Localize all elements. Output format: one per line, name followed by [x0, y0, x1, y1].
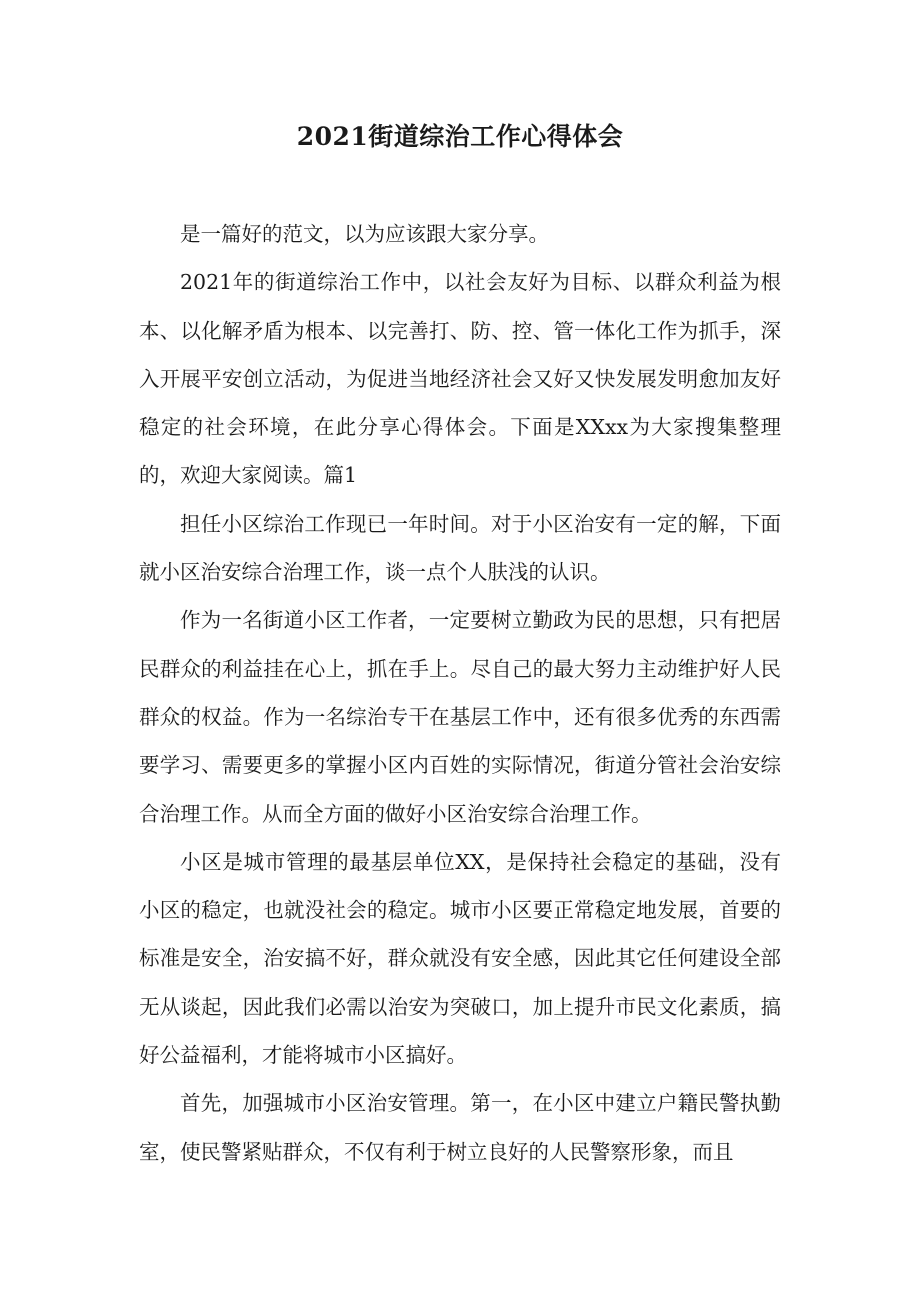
- paragraph-experience: 担任小区综治工作现已一年时间。对于小区治安有一定的解，下面就小区治安综合治理工作，谈一点个人肤浅的认识。: [139, 511, 781, 585]
- paragraph-community-stability: 小区是城市管理的最基层单位XX，是保持社会稳定的基础，没有小区的稳定，也就没社会的稳定。城市小区要正常稳定地发展，首要的标准是安全，治安搞不好，群众就没有安全感，因此其它任何建设全部无从谈起，因此我们必需以治安为突破口，加上提升市民文化素质，搞好公益福利，才能将城市小区搞好。: [139, 849, 781, 1068]
- document-body: [139, 210, 781, 1176]
- document-title: 2021街道综治工作心得体会: [296, 122, 624, 151]
- paragraph-first-measure: 首先，加强城市小区治安管理。第一，在小区中建立户籍民警执勤室，使民警紧贴群众，不仅有利于树立良好的人民警察形象，而且: [139, 1091, 781, 1164]
- paragraph-role: 作为一名街道小区工作者，一定要树立勤政为民的思想，只有把居民群众的利益挂在心上，抓在手上。尽自己的最大努力主动维护好人民群众的权益。作为一名综治专干在基层工作中，还有很多优秀的东西需要学习、需要更多的掌握小区内百姓的实际情况，街道分管社会治安综合治理工作。从而全方面的做好小区治安综合治理工作。: [139, 608, 781, 826]
- paragraph-overview: 2021年的街道综治工作中，以社会友好为目标、以群众利益为根本、以化解矛盾为根本、以完善打、防、控、管一体化工作为抓手，深入开展平安创立活动，为促进当地经济社会又好又快发展发明愈加友好稳定的社会环境，在此分享心得体会。下面是XXxx为大家搜集整理的，欢迎大家阅读。篇1: [139, 270, 781, 488]
- paragraph-intro: 是一篇好的范文，以为应该跟大家分享。: [180, 222, 549, 246]
